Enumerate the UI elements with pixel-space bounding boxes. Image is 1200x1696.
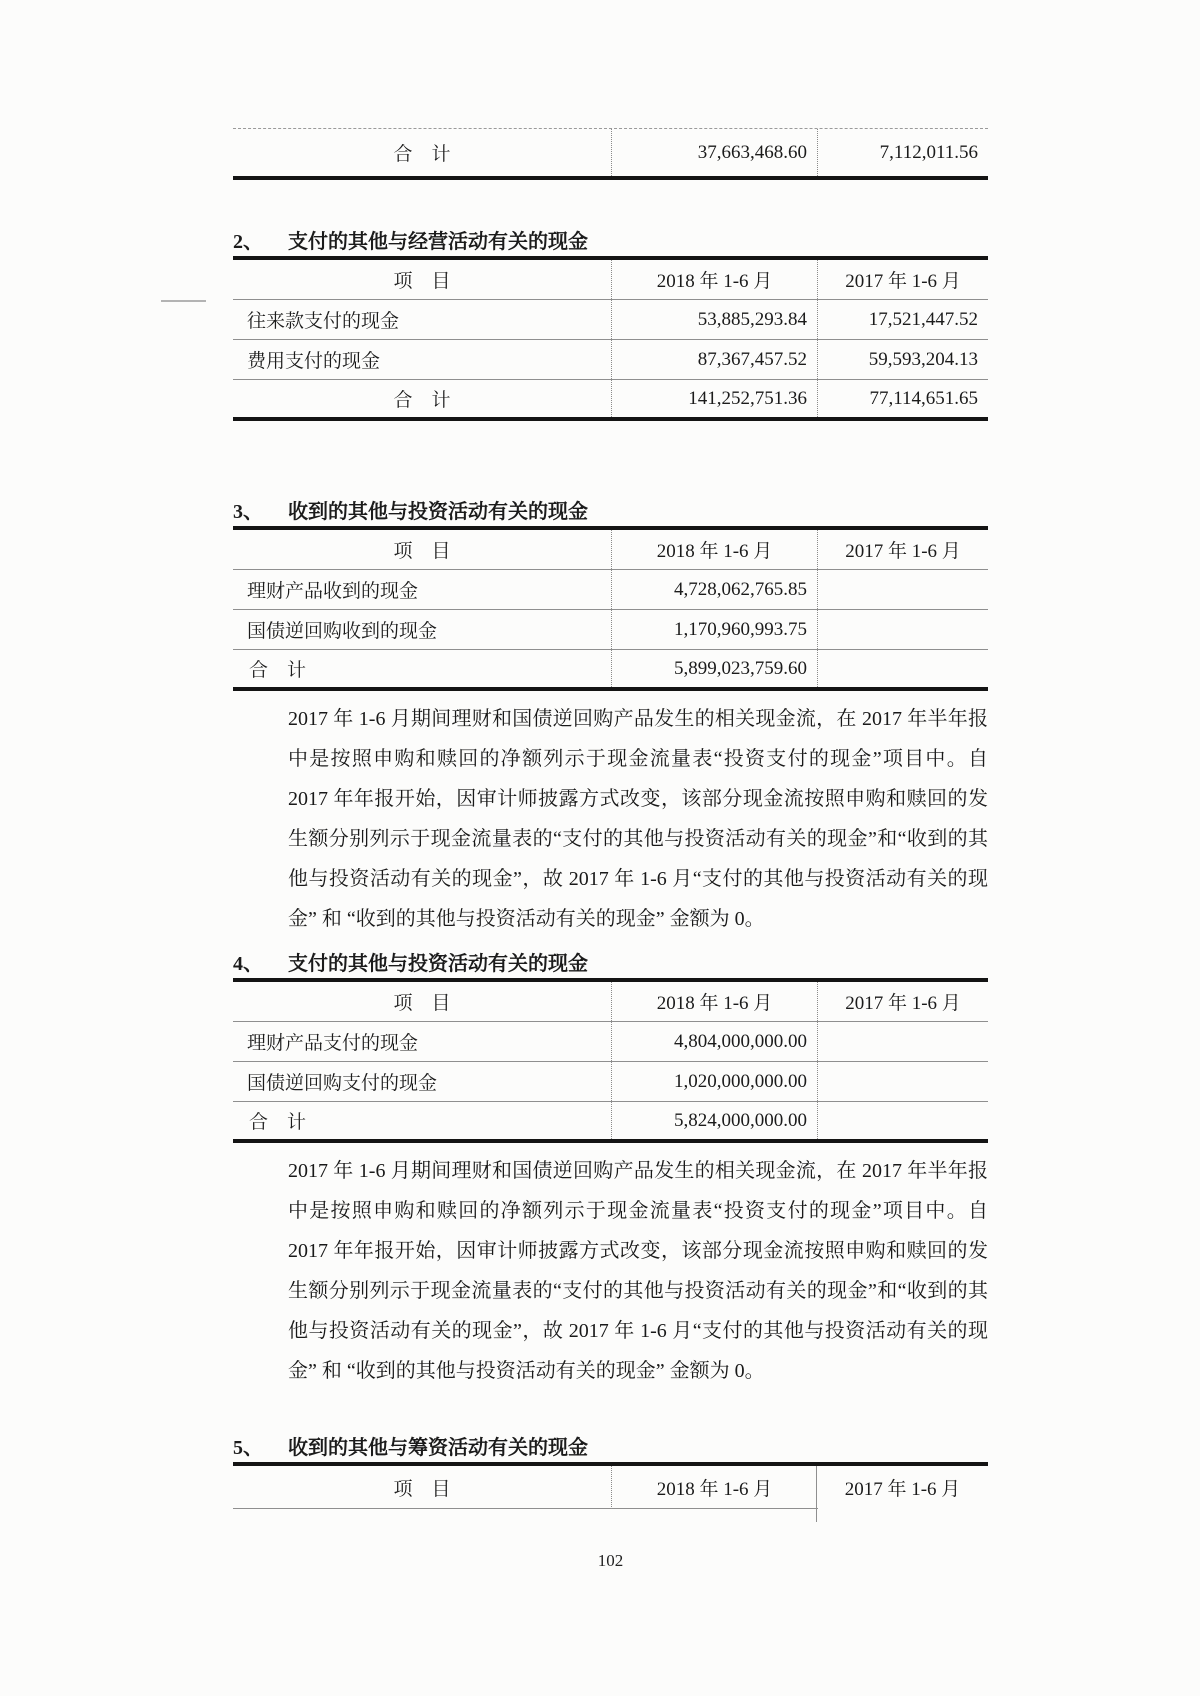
section-number: 5、 bbox=[233, 1437, 263, 1459]
value-2017 bbox=[817, 570, 988, 609]
value-2018: 37,663,468.60 bbox=[611, 129, 817, 176]
item-header: 项 目 bbox=[393, 271, 451, 292]
section-heading-3 bbox=[233, 499, 988, 526]
value-2017 bbox=[817, 650, 988, 687]
value-2018: 4,804,000,000.00 bbox=[611, 1022, 817, 1061]
header-row bbox=[233, 982, 988, 1022]
margin-artifact-dash bbox=[161, 300, 206, 302]
value-2017 bbox=[817, 610, 988, 649]
page-content bbox=[233, 0, 988, 1571]
total-label: 合 计 bbox=[393, 144, 451, 165]
item-label: 国债逆回购收到的现金 bbox=[247, 621, 438, 642]
item-header: 项 目 bbox=[393, 1479, 451, 1500]
year-2018-header: 2018 年 1-6 月 bbox=[611, 530, 817, 569]
total-label: 合 计 bbox=[249, 1112, 307, 1133]
year-2017-header: 2017 年 1-6 月 bbox=[817, 530, 988, 569]
item-header: 项 目 bbox=[393, 993, 451, 1014]
page-number: 102 bbox=[597, 1551, 624, 1570]
table-row bbox=[233, 570, 988, 610]
section-number: 4、 bbox=[233, 953, 263, 975]
value-2018: 141,252,751.36 bbox=[611, 380, 817, 417]
item-header: 项 目 bbox=[393, 541, 451, 562]
value-2017: 7,112,011.56 bbox=[817, 129, 988, 176]
section-heading-4 bbox=[233, 951, 988, 978]
value-2018: 5,899,023,759.60 bbox=[611, 650, 817, 687]
total-label: 合 计 bbox=[393, 390, 451, 411]
value-2018: 87,367,457.52 bbox=[611, 340, 817, 379]
value-2017 bbox=[817, 1102, 988, 1139]
carryover-total-table bbox=[233, 128, 988, 180]
section3-table bbox=[233, 526, 988, 691]
value-2017: 77,114,651.65 bbox=[817, 380, 988, 417]
year-2017-header: 2017 年 1-6 月 bbox=[817, 982, 988, 1021]
total-label: 合 计 bbox=[249, 660, 307, 681]
section5-table bbox=[233, 1462, 988, 1509]
item-label: 国债逆回购支付的现金 bbox=[247, 1073, 438, 1094]
year-2017-header: 2017 年 1-6 月 bbox=[817, 260, 988, 299]
total-row bbox=[233, 1102, 988, 1139]
section-heading-2 bbox=[233, 229, 988, 256]
table-row bbox=[233, 1022, 988, 1062]
value-2018: 4,728,062,765.85 bbox=[611, 570, 817, 609]
item-label: 往来款支付的现金 bbox=[247, 311, 400, 332]
section-heading-5 bbox=[233, 1435, 988, 1462]
section-number: 2、 bbox=[233, 231, 263, 253]
section-title: 支付的其他与经营活动有关的现金 bbox=[288, 231, 588, 253]
section2-table bbox=[233, 256, 988, 421]
section-number: 3、 bbox=[233, 501, 263, 523]
section-title: 收到的其他与投资活动有关的现金 bbox=[288, 501, 588, 523]
value-2017 bbox=[817, 1062, 988, 1101]
header-row bbox=[233, 1466, 988, 1509]
item-label: 理财产品收到的现金 bbox=[247, 581, 419, 602]
table-row bbox=[233, 129, 988, 176]
value-2018: 1,170,960,993.75 bbox=[611, 610, 817, 649]
value-2018: 5,824,000,000.00 bbox=[611, 1102, 817, 1139]
year-2018-header: 2018 年 1-6 月 bbox=[611, 260, 817, 299]
value-2017: 59,593,204.13 bbox=[817, 340, 988, 379]
section-title: 收到的其他与筹资活动有关的现金 bbox=[288, 1437, 588, 1459]
table-row bbox=[233, 340, 988, 380]
value-2018: 53,885,293.84 bbox=[611, 300, 817, 339]
table-row bbox=[233, 610, 988, 650]
year-2017-header: 2017 年 1-6 月 bbox=[817, 1466, 988, 1509]
item-label: 费用支付的现金 bbox=[247, 351, 381, 372]
section-title: 支付的其他与投资活动有关的现金 bbox=[288, 953, 588, 975]
header-row bbox=[233, 530, 988, 570]
table-row bbox=[233, 1062, 988, 1102]
value-2017: 17,521,447.52 bbox=[817, 300, 988, 339]
year-2018-header: 2018 年 1-6 月 bbox=[611, 1466, 817, 1509]
year-2018-header: 2018 年 1-6 月 bbox=[611, 982, 817, 1021]
value-2018: 1,020,000,000.00 bbox=[611, 1062, 817, 1101]
section4-table bbox=[233, 978, 988, 1143]
item-label: 理财产品支付的现金 bbox=[247, 1033, 419, 1054]
total-row bbox=[233, 650, 988, 687]
note-paragraph: 2017 年 1-6 月期间理财和国债逆回购产品发生的相关现金流，在 2017 年半年报中是按照申购和赎回的净额列示于现金流量表“投资支付的现金”项目中。自 2017 年年报开始，因审计师披露方式改变，该部分现金流按照申购和赎回的发生额分别列示于现金流量表的“支付的其他与投资活动有关的现金”和“收到的其他与投资活动有关的现金”，故 2017 年 1-6 月“支付的其他与投资活动有关的现金” 和 “收到的其他与投资活动有关的现金” 金额为 0。 bbox=[288, 708, 988, 930]
total-row bbox=[233, 380, 988, 417]
table-row bbox=[233, 300, 988, 340]
note-paragraph: 2017 年 1-6 月期间理财和国债逆回购产品发生的相关现金流，在 2017 年半年报中是按照申购和赎回的净额列示于现金流量表“投资支付的现金”项目中。自 2017 年年报开始，因审计师披露方式改变，该部分现金流按照申购和赎回的发生额分别列示于现金流量表的“支付的其他与投资活动有关的现金”和“收到的其他与投资活动有关的现金”，故 2017 年 1-6 月“支付的其他与投资活动有关的现金” 和 “收到的其他与投资活动有关的现金” 金额为 0。 bbox=[288, 1160, 988, 1382]
header-row bbox=[233, 260, 988, 300]
value-2017 bbox=[817, 1022, 988, 1061]
